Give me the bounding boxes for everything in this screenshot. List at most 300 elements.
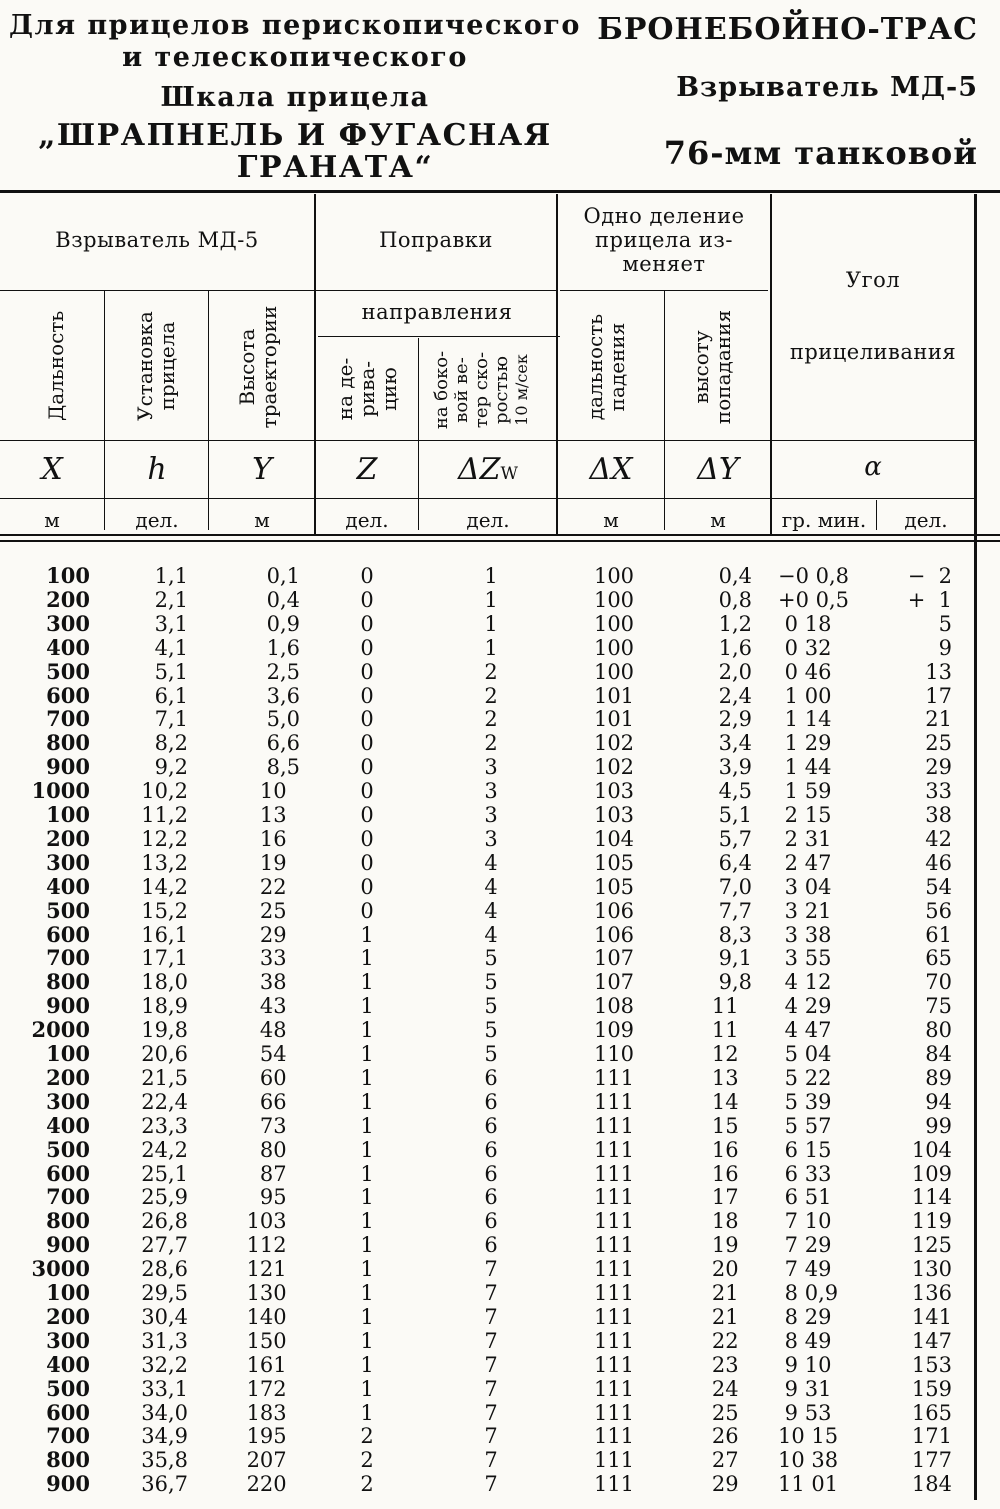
cell-sight: 26,8: [141, 1209, 188, 1234]
cell-hit-height: 13: [711, 1065, 752, 1090]
cell-height: 172: [246, 1376, 300, 1401]
cell-wind: 6: [484, 1233, 498, 1258]
cell-angle-div: 104: [911, 1137, 952, 1162]
cell-hit-height: 0,8: [718, 587, 752, 612]
cell-angle-div: 130: [911, 1257, 952, 1282]
cell-sight: 36,7: [141, 1472, 188, 1497]
cell-height: 80: [259, 1137, 300, 1162]
cell-angle-deg-min: 11 01: [778, 1472, 839, 1497]
cell-hit-height: 22: [711, 1328, 752, 1353]
col-deriv-header-line-2: рива-: [355, 360, 379, 418]
cell-sight: 9,2: [154, 755, 188, 780]
cell-deriv: 1: [360, 994, 374, 1019]
unit-angle-deg-min: гр. мин.: [781, 508, 867, 532]
cell-fall-range: 107: [593, 946, 635, 971]
cell-wind: 5: [484, 1042, 498, 1066]
table-top-rule: [0, 190, 1000, 193]
group-one-division-line-2: прицела из-: [595, 228, 733, 252]
cell-deriv: 1: [360, 1089, 374, 1114]
cell-hit-height: 23: [711, 1352, 752, 1377]
symbol-dzw-sub: W: [500, 464, 518, 484]
cell-sight: 1,1: [154, 564, 188, 588]
cell-deriv: 0: [360, 779, 374, 804]
cell-wind: 3: [484, 755, 498, 780]
unit-wind: дел.: [466, 508, 510, 532]
cell-angle-div: 29: [925, 755, 952, 780]
cell-range: 2000: [31, 1017, 90, 1043]
cell-height: 33: [259, 946, 300, 971]
cell-deriv: 1: [360, 1113, 374, 1138]
cell-sight: 29,5: [141, 1281, 188, 1305]
cell-height: 48: [259, 1018, 300, 1043]
cell-range: 100: [46, 1041, 90, 1066]
cell-angle-div: 94: [925, 1089, 952, 1114]
cell-deriv: 1: [360, 1304, 374, 1329]
cell-fall-range: 106: [593, 898, 635, 923]
cell-deriv: 0: [360, 683, 374, 708]
table-header-double-rule-2: [0, 540, 1000, 542]
cell-wind: 7: [484, 1400, 498, 1425]
cell-fall-range: 100: [593, 611, 635, 636]
cell-height: 161: [246, 1352, 300, 1377]
cell-hit-height: 2,9: [718, 707, 752, 732]
cell-angle-deg-min: 6 15: [778, 1137, 832, 1162]
unit-hit-height: м: [710, 508, 726, 532]
cell-fall-range: 111: [593, 1376, 635, 1401]
cell-hit-height: 6,4: [718, 850, 752, 875]
cell-hit-height: 24: [711, 1376, 752, 1401]
cell-range: 600: [46, 921, 90, 947]
cell-height: 150: [246, 1328, 300, 1353]
unit-height: м: [254, 508, 270, 532]
cell-sight: 10,2: [141, 779, 188, 804]
symbol-dy: ΔY: [697, 452, 739, 487]
cell-deriv: 2: [360, 1448, 374, 1473]
cell-range: 3000: [31, 1256, 90, 1282]
cell-deriv: 1: [360, 1137, 374, 1162]
cell-sight: 23,3: [141, 1113, 188, 1138]
cell-range: 400: [46, 873, 90, 899]
cell-wind: 6: [484, 1209, 498, 1234]
cell-height: 22: [259, 874, 300, 899]
cell-height: 5,0: [266, 707, 300, 732]
cell-fall-range: 100: [593, 635, 635, 660]
cell-angle-div: 147: [911, 1328, 952, 1353]
cell-angle-div: 38: [925, 803, 952, 827]
cell-fall-range: 100: [593, 587, 635, 612]
cell-sight: 5,1: [154, 659, 188, 684]
cell-angle-div: 65: [925, 946, 952, 971]
cell-range: 100: [46, 563, 90, 588]
symbol-dx: ΔX: [589, 452, 633, 487]
header-fuse: Взрыватель МД-5: [676, 72, 978, 103]
cell-wind: 4: [484, 874, 498, 899]
cell-wind: 5: [484, 970, 498, 995]
cell-angle-deg-min: 4 29: [778, 994, 832, 1019]
cell-fall-range: 102: [593, 731, 635, 756]
cell-hit-height: 21: [711, 1281, 752, 1305]
cell-wind: 7: [484, 1281, 498, 1305]
cell-hit-height: 9,8: [718, 970, 752, 995]
cell-sight: 11,2: [141, 803, 188, 827]
cell-angle-div: 153: [911, 1352, 952, 1377]
cell-fall-range: 111: [593, 1304, 635, 1329]
cell-sight: 12,2: [141, 826, 188, 851]
cell-wind: 2: [484, 731, 498, 756]
cell-height: 6,6: [266, 731, 300, 756]
cell-height: 29: [259, 922, 300, 947]
cell-deriv: 1: [360, 922, 374, 947]
cell-range: 300: [46, 1327, 90, 1353]
cell-angle-deg-min: 2 15: [778, 803, 832, 827]
cell-fall-range: 111: [593, 1065, 635, 1090]
cell-hit-height: 2,0: [718, 659, 752, 684]
col-fall-range-header-line-1: дальность: [583, 313, 607, 421]
cell-range: 100: [46, 1280, 90, 1305]
cell-angle-deg-min: 8 29: [778, 1304, 832, 1329]
cell-hit-height: 1,6: [718, 635, 752, 660]
cell-wind: 7: [484, 1328, 498, 1353]
cell-range: 400: [46, 634, 90, 660]
cell-fall-range: 103: [593, 779, 635, 804]
cell-fall-range: 111: [593, 1209, 635, 1234]
cell-hit-height: 26: [711, 1424, 752, 1449]
cell-hit-height: 14: [711, 1089, 752, 1114]
cell-hit-height: 16: [711, 1137, 752, 1162]
header-line-2: и телескопического: [122, 42, 468, 73]
cell-deriv: 2: [360, 1472, 374, 1497]
cell-height: 43: [259, 994, 300, 1019]
cell-angle-div: 42: [925, 826, 952, 851]
cell-wind: 7: [484, 1376, 498, 1401]
cell-hit-height: 5,1: [718, 803, 752, 827]
cell-deriv: 0: [360, 731, 374, 756]
cell-wind: 1: [484, 611, 498, 636]
cell-deriv: 1: [360, 1065, 374, 1090]
cell-height: 38: [259, 970, 300, 995]
cell-fall-range: 102: [593, 755, 635, 780]
cell-fall-range: 111: [593, 1328, 635, 1353]
cell-angle-deg-min: 5 39: [778, 1089, 832, 1114]
cell-range: 300: [46, 610, 90, 636]
cell-height: 95: [259, 1185, 300, 1210]
cell-fall-range: 101: [593, 707, 635, 732]
cell-sight: 13,2: [141, 850, 188, 875]
cell-angle-deg-min: 1 00: [778, 683, 832, 708]
cell-hit-height: 27: [711, 1448, 752, 1473]
col-deriv-header-line-1: на де-: [333, 357, 357, 421]
cell-fall-range: 111: [593, 1113, 635, 1138]
cell-angle-div: − 2: [907, 564, 952, 588]
cell-range: 800: [46, 730, 90, 756]
cell-wind: 6: [484, 1065, 498, 1090]
cell-range: 900: [46, 754, 90, 780]
cell-wind: 5: [484, 946, 498, 971]
cell-hit-height: 7,7: [718, 898, 752, 923]
header-separator: [318, 336, 560, 337]
cell-wind: 6: [484, 1089, 498, 1114]
cell-height: 130: [246, 1281, 300, 1305]
cell-angle-div: 84: [925, 1042, 952, 1066]
header-projectile: БРОНЕБОЙНО-ТРАС: [597, 12, 978, 47]
cell-height: 220: [246, 1472, 300, 1497]
cell-sight: 27,7: [141, 1233, 188, 1258]
unit-fall-range: м: [603, 508, 619, 532]
cell-angle-div: 5: [938, 611, 952, 636]
cell-wind: 2: [484, 707, 498, 732]
cell-sight: 30,4: [141, 1304, 188, 1329]
cell-sight: 6,1: [154, 683, 188, 708]
col-hit-height-header-line-2: попадания: [711, 309, 735, 425]
cell-range: 500: [46, 1375, 90, 1401]
header-line-3: Шкала прицела: [160, 82, 430, 113]
cell-range: 1000: [31, 778, 90, 804]
symbol-x: X: [41, 452, 63, 487]
cell-height: 73: [259, 1113, 300, 1138]
cell-angle-div: 54: [925, 874, 952, 899]
cell-range: 500: [46, 897, 90, 923]
cell-range: 400: [46, 1351, 90, 1377]
cell-sight: 33,1: [141, 1376, 188, 1401]
cell-sight: 2,1: [154, 587, 188, 612]
cell-height: 0,1: [266, 564, 300, 588]
cell-wind: 6: [484, 1113, 498, 1138]
cell-wind: 7: [484, 1304, 498, 1329]
column-line: [664, 290, 665, 530]
cell-fall-range: 111: [593, 1472, 635, 1497]
symbol-h: h: [147, 452, 167, 487]
col-deriv-header-line-3: цию: [377, 367, 401, 411]
cell-angle-div: 114: [911, 1185, 952, 1210]
cell-hit-height: 19: [711, 1233, 752, 1258]
cell-wind: 1: [484, 635, 498, 660]
cell-height: 10: [259, 779, 300, 804]
cell-sight: 14,2: [141, 874, 188, 899]
cell-angle-div: 136: [911, 1281, 952, 1305]
cell-angle-deg-min: 0 18: [778, 611, 832, 636]
col-wind-header-line-3: тер ско-: [471, 351, 492, 429]
direction-subheader: направления: [361, 300, 513, 324]
cell-angle-deg-min: 7 29: [778, 1233, 832, 1258]
cell-angle-deg-min: 0 46: [778, 659, 832, 684]
cell-wind: 6: [484, 1137, 498, 1162]
cell-sight: 16,1: [141, 922, 188, 947]
cell-angle-deg-min: 1 44: [778, 755, 832, 780]
group-angle-header: Угол: [845, 268, 901, 292]
group-one-division-line-1: Одно деление: [583, 204, 745, 228]
cell-height: 2,5: [266, 659, 300, 684]
cell-deriv: 1: [360, 1042, 374, 1066]
cell-angle-div: 80: [925, 1018, 952, 1043]
cell-hit-height: 17: [711, 1185, 752, 1210]
cell-sight: 31,3: [141, 1328, 188, 1353]
cell-wind: 6: [484, 1161, 498, 1186]
cell-angle-deg-min: 0 32: [778, 635, 832, 660]
cell-sight: 8,2: [154, 731, 188, 756]
cell-wind: 3: [484, 779, 498, 804]
unit-deriv: дел.: [345, 508, 389, 532]
cell-fall-range: 104: [593, 826, 635, 851]
cell-sight: 25,9: [141, 1185, 188, 1210]
col-sight-header-line-2: прицела: [155, 321, 179, 411]
cell-height: 16: [259, 826, 300, 851]
cell-angle-div: 171: [911, 1424, 952, 1449]
cell-deriv: 0: [360, 659, 374, 684]
cell-deriv: 0: [360, 874, 374, 899]
cell-wind: 5: [484, 994, 498, 1019]
cell-wind: 7: [484, 1424, 498, 1449]
cell-wind: 3: [484, 803, 498, 827]
cell-deriv: 0: [360, 755, 374, 780]
cell-fall-range: 111: [593, 1257, 635, 1282]
col-wind-header-line-5: 10 м/сек: [512, 354, 531, 426]
cell-fall-range: 111: [593, 1089, 635, 1114]
cell-angle-deg-min: 9 31: [778, 1376, 832, 1401]
cell-wind: 7: [484, 1352, 498, 1377]
header-separator: [0, 440, 975, 441]
cell-angle-div: + 1: [907, 587, 952, 612]
column-line: [876, 500, 877, 530]
cell-sight: 3,1: [154, 611, 188, 636]
cell-angle-deg-min: 4 12: [778, 970, 832, 995]
cell-fall-range: 106: [593, 922, 635, 947]
cell-angle-deg-min: 4 47: [778, 1018, 832, 1043]
cell-deriv: 1: [360, 1352, 374, 1377]
cell-fall-range: 108: [593, 994, 635, 1019]
cell-wind: 5: [484, 1018, 498, 1043]
cell-angle-deg-min: 3 04: [778, 874, 832, 899]
unit-sight: дел.: [135, 508, 179, 532]
cell-sight: 18,9: [141, 994, 188, 1019]
cell-deriv: 1: [360, 1209, 374, 1234]
cell-angle-div: 25: [925, 731, 952, 756]
cell-angle-deg-min: 1 59: [778, 779, 832, 804]
cell-angle-deg-min: 3 55: [778, 946, 832, 971]
cell-wind: 1: [484, 587, 498, 612]
cell-sight: 28,6: [141, 1257, 188, 1282]
cell-hit-height: 0,4: [718, 564, 752, 588]
cell-angle-div: 17: [925, 683, 952, 708]
cell-angle-div: 99: [925, 1113, 952, 1138]
cell-deriv: 1: [360, 1328, 374, 1353]
cell-height: 0,4: [266, 587, 300, 612]
cell-hit-height: 15: [711, 1113, 752, 1138]
cell-height: 195: [246, 1424, 300, 1449]
cell-sight: 7,1: [154, 707, 188, 732]
cell-deriv: 0: [360, 707, 374, 732]
cell-deriv: 1: [360, 970, 374, 995]
col-wind-header-line-2: вой ве-: [451, 357, 472, 423]
symbol-dzw-main: ΔZ: [458, 452, 501, 487]
cell-range: 800: [46, 969, 90, 995]
cell-range: 700: [46, 945, 90, 971]
cell-height: 121: [246, 1257, 300, 1282]
cell-height: 19: [259, 850, 300, 875]
cell-hit-height: 1,2: [718, 611, 752, 636]
cell-range: 600: [46, 1399, 90, 1425]
cell-deriv: 0: [360, 803, 374, 827]
cell-angle-div: 33: [925, 779, 952, 804]
cell-wind: 2: [484, 659, 498, 684]
cell-angle-deg-min: 7 10: [778, 1209, 832, 1234]
header-line-1: Для прицелов перископического: [9, 10, 581, 41]
cell-sight: 22,4: [141, 1089, 188, 1114]
cell-angle-div: 9: [938, 635, 952, 660]
cell-range: 200: [46, 586, 90, 612]
header-separator: [0, 290, 556, 291]
cell-angle-deg-min: 9 10: [778, 1352, 832, 1377]
cell-hit-height: 3,4: [718, 731, 752, 756]
cell-fall-range: 107: [593, 970, 635, 995]
cell-deriv: 0: [360, 635, 374, 660]
cell-angle-deg-min: 5 22: [778, 1065, 832, 1090]
cell-range: 300: [46, 849, 90, 875]
cell-angle-div: 125: [911, 1233, 952, 1258]
cell-height: 0,9: [266, 611, 300, 636]
cell-deriv: 1: [360, 1376, 374, 1401]
angle-subheader: прицеливания: [789, 340, 957, 364]
cell-sight: 35,8: [141, 1448, 188, 1473]
group-corrections-header: Поправки: [379, 228, 493, 252]
cell-angle-div: 165: [911, 1400, 952, 1425]
cell-wind: 7: [484, 1257, 498, 1282]
cell-height: 140: [246, 1304, 300, 1329]
column-line: [418, 338, 419, 530]
cell-hit-height: 4,5: [718, 779, 752, 804]
cell-hit-height: 5,7: [718, 826, 752, 851]
column-line: [770, 194, 772, 534]
cell-angle-div: 56: [925, 898, 952, 923]
cell-deriv: 1: [360, 1185, 374, 1210]
cell-height: 1,6: [266, 635, 300, 660]
cell-deriv: 1: [360, 1281, 374, 1305]
cell-angle-div: 159: [911, 1376, 952, 1401]
cell-height: 207: [246, 1448, 300, 1473]
cell-angle-deg-min: 6 51: [778, 1185, 832, 1210]
cell-hit-height: 11: [711, 994, 752, 1019]
cell-range: 500: [46, 658, 90, 684]
cell-deriv: 0: [360, 587, 374, 612]
header-line-5: ГРАНАТА“: [236, 150, 434, 185]
cell-fall-range: 105: [593, 874, 635, 899]
cell-range: 200: [46, 1064, 90, 1090]
cell-height: 13: [259, 803, 300, 827]
cell-range: 900: [46, 1471, 90, 1497]
cell-fall-range: 111: [593, 1137, 635, 1162]
col-height-header-line-1: Высота: [235, 328, 259, 406]
cell-angle-div: 177: [911, 1448, 952, 1473]
header-line-4: „ШРАПНЕЛЬ И ФУГАСНАЯ: [38, 118, 552, 153]
cell-hit-height: 16: [711, 1161, 752, 1186]
cell-deriv: 1: [360, 1257, 374, 1282]
cell-angle-deg-min: 7 49: [778, 1257, 832, 1282]
cell-height: 54: [259, 1042, 300, 1066]
cell-sight: 19,8: [141, 1018, 188, 1043]
cell-hit-height: 9,1: [718, 946, 752, 971]
cell-range: 100: [46, 802, 90, 827]
cell-range: 800: [46, 1208, 90, 1234]
cell-fall-range: 111: [593, 1161, 635, 1186]
cell-deriv: 0: [360, 898, 374, 923]
cell-range: 900: [46, 1232, 90, 1258]
cell-sight: 17,1: [141, 946, 188, 971]
cell-sight: 32,2: [141, 1352, 188, 1377]
cell-angle-deg-min: 1 29: [778, 731, 832, 756]
cell-angle-deg-min: 3 21: [778, 898, 832, 923]
col-height-header-line-2: траектории: [257, 305, 281, 429]
cell-angle-div: 61: [925, 922, 952, 947]
cell-angle-deg-min: 2 31: [778, 826, 832, 851]
